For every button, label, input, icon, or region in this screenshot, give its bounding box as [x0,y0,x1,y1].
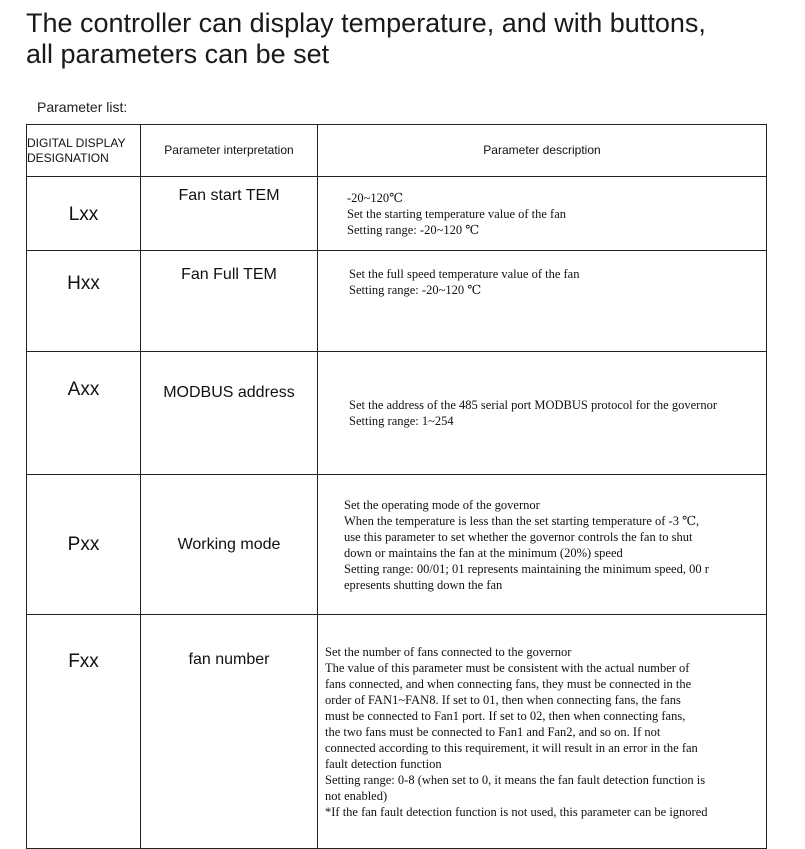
table-row [27,352,767,475]
row-code: Axx [27,352,141,475]
row-description: -20~120℃ Set the starting temperature value of the fan Setting range: -20~120 ℃ [318,177,767,251]
row-code: Lxx [27,177,141,251]
row-description: Set the address of the 485 serial port MODBUS protocol for the governor Setting range: 1~254 [318,352,767,475]
row-interpretation: Fan Full TEM [141,251,318,352]
headline-line-1: The controller can display temperature, and with buttons, [26,8,706,38]
row-description: Set the full speed temperature value of the fan Setting range: -20~120 ℃ [318,251,767,352]
table-row [27,251,767,352]
page-headline [26,8,796,70]
table-row [27,615,767,849]
row-interpretation: Fan start TEM [141,177,318,251]
row-description: Set the operating mode of the governor When the temperature is less than the set starting temperature of -3 ℃, use this parameter to set whether the governor controls the fan to shut down or maintains the fan at the minimum (20%) speed Setting range: 00/01; 01 represents maintaining the minimum speed, 00 r epresents shutting down the fan [318,475,767,615]
row-code: Pxx [27,475,141,615]
header-description: Parameter description [318,125,767,177]
table-row [27,177,767,251]
table-header-row [27,125,767,177]
row-interpretation: MODBUS address [141,352,318,475]
row-code: Hxx [27,251,141,352]
row-description: Set the number of fans connected to the governor The value of this parameter must be consistent with the actual number of fans connected, and when connecting fans, they must be connected in the order of FAN1~FAN8. If set to 01, then when connecting fans, the fans must be connected to Fan1 port. If set to 02, then when connecting fans, the two fans must be connected to Fan1 and Fan2, and so on. If not connected according to this requirement, it will result in an error in the fan fault detection function Setting range: 0-8 (when set to 0, it means the fan fault detection function is not enabled) *If the fan fault detection function is not used, this parameter can be ignored [318,615,767,849]
row-interpretation: fan number [141,615,318,849]
row-code: Fxx [27,615,141,849]
table-row [27,475,767,615]
headline-line-2: all parameters can be set [26,39,330,69]
header-designation: DIGITAL DISPLAY DESIGNATION [27,125,141,177]
parameter-table [26,124,767,849]
row-interpretation: Working mode [141,475,318,615]
parameter-list-label: Parameter list: [37,99,128,115]
header-interpretation: Parameter interpretation [141,125,318,177]
